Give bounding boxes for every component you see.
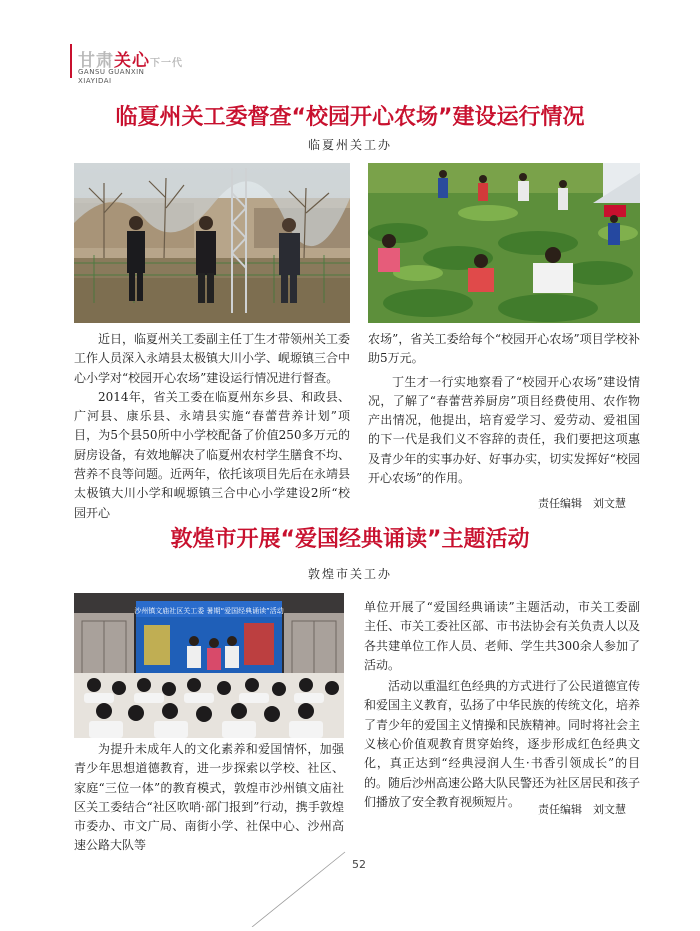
article1-author: 临夏州关工办	[307, 138, 392, 152]
article1-paragraph-1: 近日，临夏州关工委副主任丁生才带领州关工委工作人员深入永靖县太极镇大川小学、岘塬镇三合中心小学对“校园开心农场”建设运行情况进行督查。	[74, 332, 351, 385]
article1-editor: 责任编辑 刘文慧	[538, 497, 626, 510]
article2-left-column	[74, 740, 344, 856]
article2-paragraph-2: 活动以重温红色经典的方式进行了公民道德宣传和爱国主义教育，弘扬了中华民族的传统文化，培养了青少年的爱国主义情操和民族精神。同时将社会主义核心价值观教育贯穿始终，逐步形成红色经典文化，真正达到“经典浸润人生·书香引领成长”的目的。随后沙州高速公路大队民警还为社区居民和孩子们播放了安全教育视频短片。	[364, 679, 641, 809]
logo-bar	[70, 44, 72, 78]
article2-paragraph-1: 为提升未成年人的文化素养和爱国情怀，加强青少年思想道德教育，进一步探索以学校、社区、家庭“三位一体”的教育模式，敦煌市沙州镇文庙社区关工委结合“社区吹哨·部门报到”行动，携手敦煌市委办、市文广局、南街小学、社保中心、沙州高速公路大队等	[74, 742, 344, 853]
logo-part-gansu: 甘肃	[78, 51, 114, 71]
article2-paragraph-1-cont: 单位开展了“爱国经典诵读”主题活动，市关工委副主任、市关工委社区部、市书法协会有关负责人以及各共建单位工作人员、老师、学生共300余人参加了活动。	[364, 600, 641, 672]
photo-banner-text: 沙州镇文庙社区关工委 暑期“爱国经典诵读”活动	[134, 607, 284, 615]
logo-subtitle	[78, 68, 144, 86]
article2-right-column	[364, 598, 640, 812]
page-number: 52	[352, 858, 366, 871]
footer-decoration	[0, 840, 700, 927]
logo-part-xiayidai: 下一代	[150, 58, 183, 69]
article1-right-column	[368, 330, 640, 488]
article1-left-column	[74, 330, 350, 523]
article2-title: 敦煌市开展“爱国经典诵读”主题活动	[170, 527, 530, 552]
article1-paragraph-2-cont: 农场”，省关工委给每个“校园开心农场”项目学校补助5万元。	[368, 332, 640, 366]
article1-photo-students-farming	[368, 163, 640, 323]
article1-title: 临夏州关工委督查“校园开心农场”建设运行情况	[115, 105, 585, 130]
article1-paragraph-3: 丁生才一行实地察看了“校园开心农场”建设情况，了解了“春蕾营养厨房”项目经费使用、农作物产出情况，他提出，培育爱学习、爱劳动、爱祖国的下一代是我们义不容辞的责任，我们要把这项惠及青少年的实事办好、好事办实，切实发挥好“校园开心农场”的作用。	[368, 374, 640, 486]
article2-photo-reading-event	[74, 593, 344, 738]
article2-author: 敦煌市关工办	[307, 567, 392, 581]
logo-part-guanxin: 关心	[114, 51, 150, 71]
logo-sub-line2: XIAYIDAI	[78, 77, 112, 85]
article2-editor: 责任编辑 刘文慧	[538, 803, 626, 816]
logo-sub-line1: GANSU GUANXIN	[78, 68, 145, 76]
article1-photo-officials	[74, 163, 350, 323]
article1-paragraph-2: 2014年，省关工委在临夏州东乡县、和政县、广河县、康乐县、永靖县实施“春蕾营养计划”项目，为5个县50所中小学校配备了价值250多万元的厨房设备，有效地解决了临夏州农村学生膳食不均、营养不良等问题。近两年，依托该项目先后在永靖县太极镇大川小学和岘塬镇三合中心小学建设2所“校园开心	[74, 389, 351, 520]
